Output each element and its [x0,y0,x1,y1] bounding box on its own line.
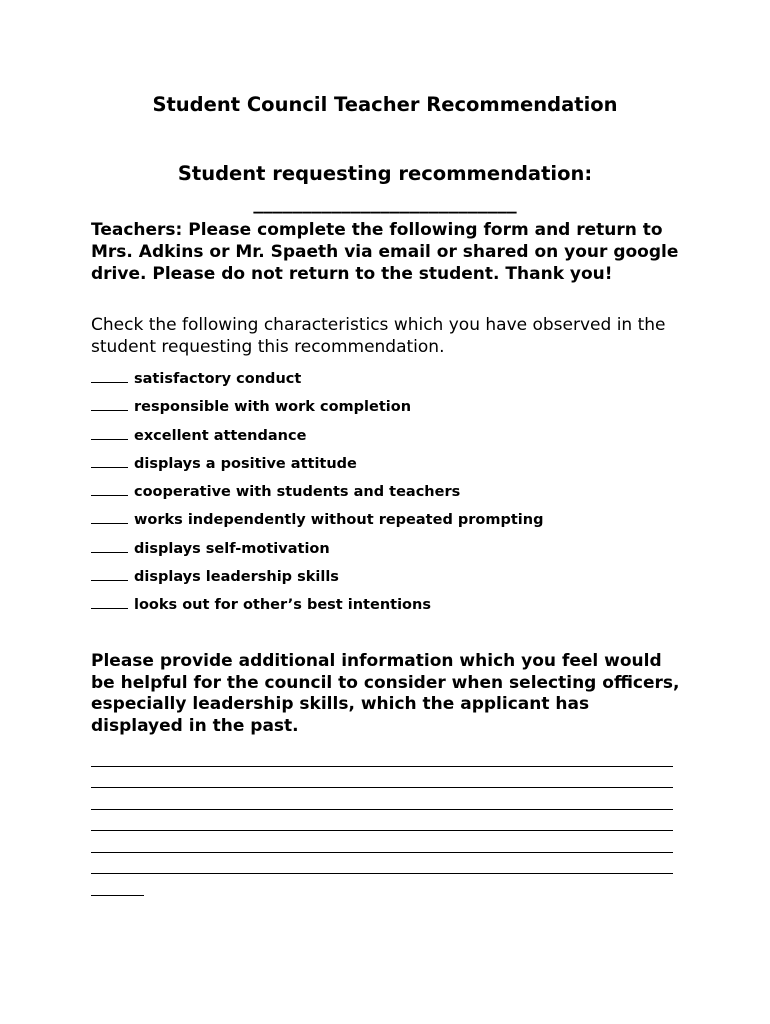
student-name-blank[interactable]: ___________________________ [253,191,517,214]
checklist-item [91,394,681,422]
check-blank[interactable] [91,564,128,581]
answer-line[interactable] [91,810,673,832]
student-requesting-label: Student requesting recommendation: [177,162,593,185]
checklist-item [91,564,681,592]
checklist-item [91,451,681,479]
checklist-item-label: excellent attendance [134,427,307,444]
answer-line[interactable] [91,874,144,896]
checklist-item-label: displays a positive attitude [134,455,357,472]
checklist-item [91,423,681,451]
checklist-item-label: works independently without repeated prompting [134,512,544,529]
answer-line[interactable] [91,788,673,810]
checklist-item-label: looks out for other’s best intentions [134,597,431,614]
additional-info-prompt: Please provide additional information which you feel would be helpful for the council to consider when selecting officers, especially leadership skills, which the applicant has displayed in the past. [91,651,680,736]
check-blank[interactable] [91,394,128,411]
check-blank[interactable] [91,536,128,553]
checklist-item-label: displays self-motivation [134,540,330,557]
checklist-item-label: cooperative with students and teachers [134,484,461,501]
checklist-instruction: Check the following characteristics which you have observed in the student requesting this recommendation. [91,315,666,357]
checklist-item [91,536,681,564]
additional-info-answer-area[interactable] [91,745,673,896]
checklist-item [91,479,681,507]
checklist-item-label: displays leadership skills [134,569,339,586]
document-title: Student Council Teacher Recommendation [152,93,618,116]
answer-line[interactable] [91,767,673,789]
checklist-item-label: satisfactory conduct [134,371,302,387]
check-blank[interactable] [91,451,128,468]
checklist-item [91,366,681,394]
checklist-item-label: responsible with work completion [134,399,412,416]
characteristics-checklist [91,366,681,621]
answer-line[interactable] [91,745,673,767]
answer-line[interactable] [91,853,673,875]
answer-line[interactable] [91,831,673,853]
check-blank[interactable] [91,507,128,524]
check-blank[interactable] [91,479,128,496]
checklist-item [91,507,681,535]
check-blank[interactable] [91,423,128,440]
check-blank[interactable] [91,592,128,609]
teachers-instructions: Teachers: Please complete the following form and return to Mrs. Adkins or Mr. Spaeth via email or shared on your google drive. Please do not return to the student. Thank you! [91,220,679,284]
check-blank[interactable] [91,366,128,383]
checklist-item [91,592,681,620]
